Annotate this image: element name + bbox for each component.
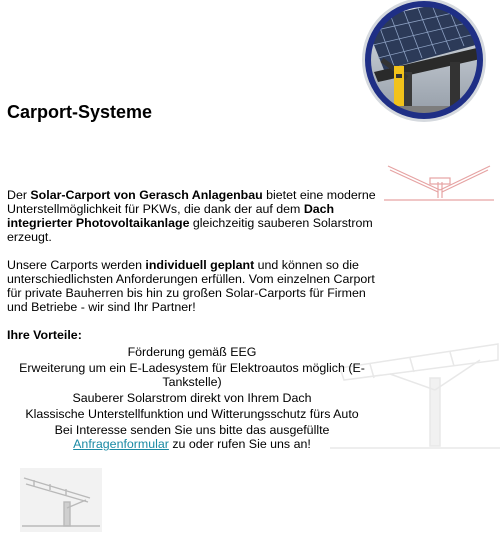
page-title: Carport-Systeme bbox=[7, 102, 153, 122]
list-item: Erweiterung um ein E-Ladesystem für Elektroautos möglich (E-Tankstelle) bbox=[19, 361, 365, 389]
vorteile-list bbox=[7, 345, 377, 421]
content-body bbox=[7, 188, 377, 465]
intro-paragraph-1: Der Solar-Carport von Gerasch Anlagenbau bietet eine moderne Unterstellmöglichkeit für PKWs, die dank der auf dem Dach integrierter Photovoltaikanlage gleichzeitig sauberen Solarstrom erzeugt. bbox=[7, 188, 376, 244]
vorteile-heading: Ihre Vorteile: bbox=[7, 328, 82, 342]
carport-sketch-gray-icon bbox=[20, 468, 102, 532]
intro-paragraph-2: Unsere Carports werden individuell geplant und können so die unterschiedlichsten Anforderungen erfüllen. Vom einzelnen Carport für private Bauherren bis hin zu großen Solar-Carports für Firmen und Betriebe - wir sind Ihr Partner! bbox=[7, 258, 375, 314]
carport-sketch-red-icon bbox=[380, 160, 498, 204]
list-item: Sauberer Solarstrom direkt von Ihrem Dach bbox=[72, 391, 312, 405]
solar-carport-photo-badge bbox=[354, 0, 494, 124]
anfragenformular-link[interactable]: Anfragenformular bbox=[73, 437, 169, 451]
list-item: Förderung gemäß EEG bbox=[127, 345, 257, 359]
list-item: Klassische Unterstellfunktion und Witterungsschutz fürs Auto bbox=[25, 407, 359, 421]
cta-text: Bei Interesse senden Sie uns bitte das ausgefüllte Anfragenformular zu oder rufen Sie uns an! bbox=[54, 423, 330, 451]
